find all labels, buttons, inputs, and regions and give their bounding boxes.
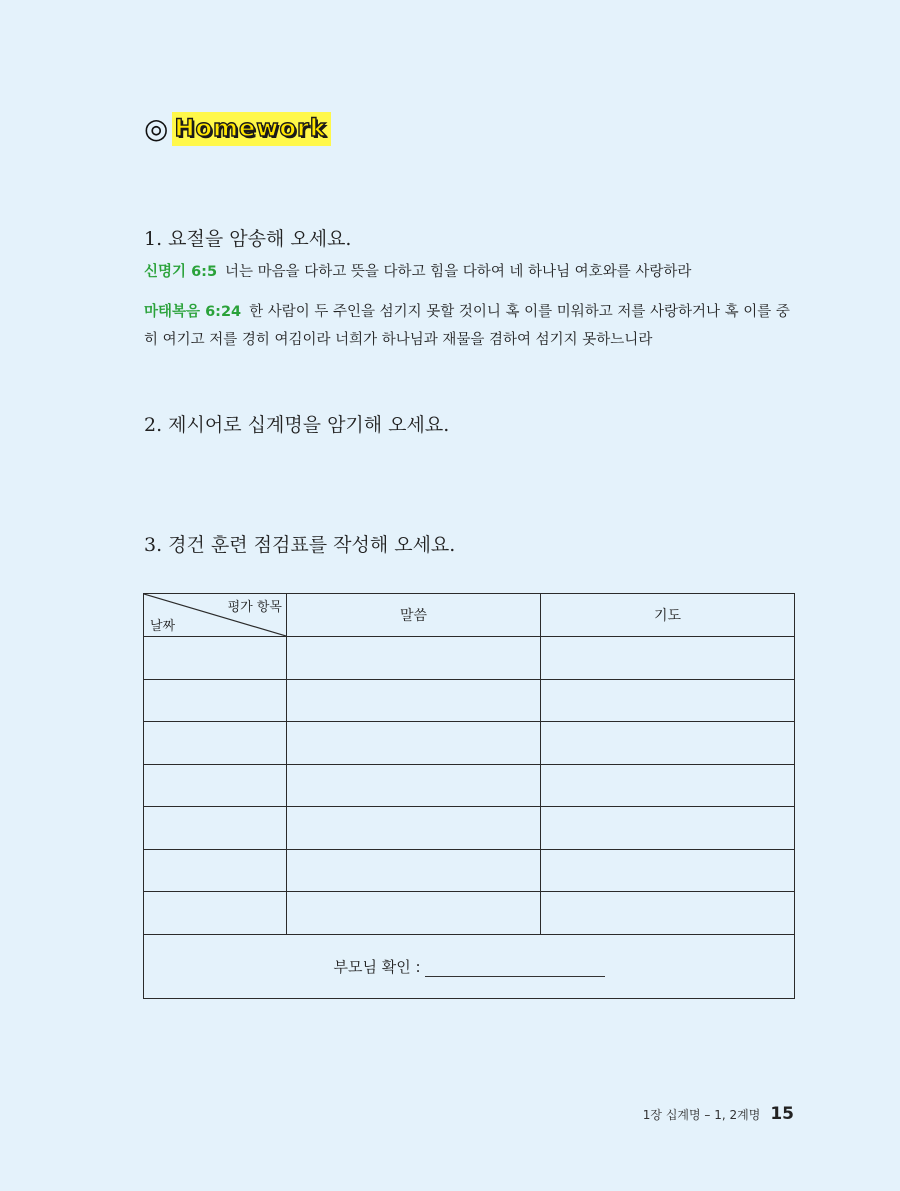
word-cell[interactable] [287,679,541,722]
date-cell[interactable] [144,722,287,765]
page-footer [643,1104,794,1124]
word-cell[interactable] [287,764,541,807]
parent-confirm-cell [144,934,795,998]
question-1-title: 1. 요절을 암송해 오세요. [144,228,352,250]
chapter-label: 1장 십계명 – 1, 2계명 [642,1108,761,1122]
date-cell[interactable] [144,637,287,680]
table-row [144,849,795,892]
prayer-cell[interactable] [541,637,795,680]
column-word: 말씀 [287,594,541,637]
table-row [144,722,795,765]
table-row [144,679,795,722]
word-cell[interactable] [287,849,541,892]
column-prayer: 기도 [541,594,795,637]
verse-matthew [144,298,796,354]
date-label: 날짜 [150,619,176,634]
homework-header [144,112,331,146]
word-cell[interactable] [287,722,541,765]
verse-text: 너는 마음을 다하고 뜻을 다하고 힘을 다하여 네 하나님 여호와를 사랑하라 [225,264,692,280]
verse-deuteronomy [144,258,796,286]
prayer-cell[interactable] [541,764,795,807]
question-3-title: 3. 경건 훈련 점검표를 작성해 오세요. [144,534,456,556]
evaluation-item-label: 평가 항목 [227,600,282,615]
word-cell[interactable] [287,807,541,850]
prayer-cell[interactable] [541,892,795,935]
prayer-cell[interactable] [541,722,795,765]
date-cell[interactable] [144,849,287,892]
question-2-title: 2. 제시어로 십계명을 암기해 오세요. [144,414,450,436]
word-cell[interactable] [287,892,541,935]
verse-ref: 신명기 6:5 [144,264,218,280]
table-header-row [144,594,795,637]
word-cell[interactable] [287,637,541,680]
devotion-checklist-table [143,593,795,999]
prayer-cell[interactable] [541,679,795,722]
corner-header [144,594,287,637]
date-cell[interactable] [144,764,287,807]
table-row [144,764,795,807]
verse-text: 한 사람이 두 주인을 섬기지 못할 것이니 혹 이를 미워하고 저를 사랑하거나 혹 이를 중히 여기고 저를 경히 여김이라 너희가 하나님과 재물을 겸하여 섬기지 못하느니라 [144,304,790,348]
parent-confirm-label: 부모님 확인 : [333,957,421,976]
date-cell[interactable] [144,892,287,935]
homework-title: Homework [172,112,330,146]
table-row [144,637,795,680]
page-number: 15 [770,1104,794,1124]
double-circle-icon: ◎ [144,112,169,145]
table-row [144,807,795,850]
date-cell[interactable] [144,679,287,722]
prayer-cell[interactable] [541,807,795,850]
parent-confirm-row [144,934,795,998]
prayer-cell[interactable] [541,849,795,892]
date-cell[interactable] [144,807,287,850]
verse-ref: 마태복음 6:24 [144,304,242,320]
signature-line[interactable] [425,959,605,977]
table-row [144,892,795,935]
